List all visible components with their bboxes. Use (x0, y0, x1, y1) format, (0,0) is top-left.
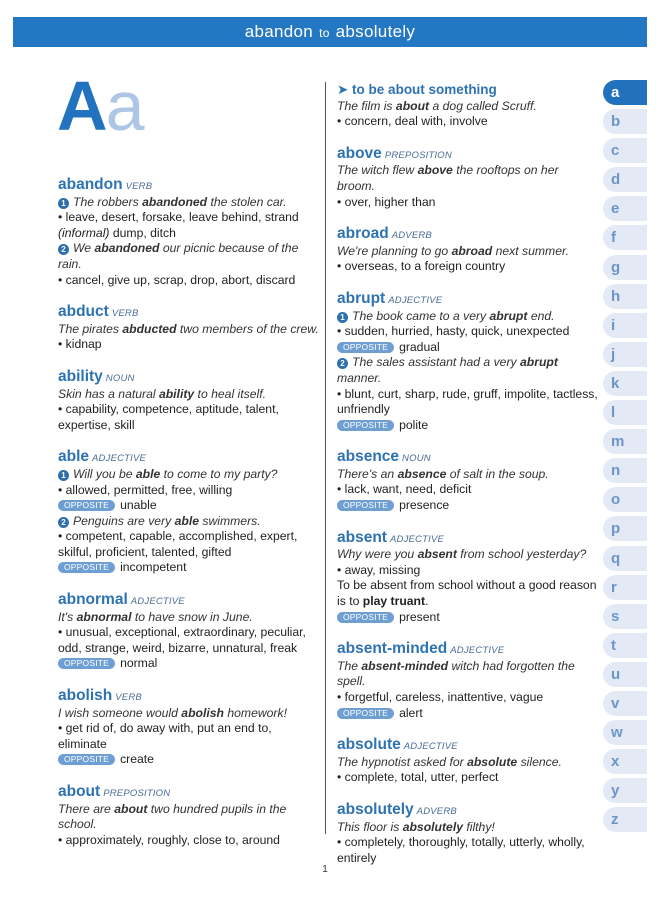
synonym-list: • sudden, hurried, hasty, quick, unexpected (337, 324, 570, 339)
opposite-line (337, 340, 599, 356)
synonym-list: • approximately, roughly, close to, around (58, 832, 280, 847)
alphabet-tab-q[interactable]: q (603, 546, 647, 571)
example-sentence: 2 We abandoned our picnic because of the rain. (58, 241, 299, 271)
dictionary-entry (58, 448, 323, 576)
opposite-line (58, 656, 323, 672)
phrase-heading: ➤ to be about something (337, 82, 497, 97)
example-keyword: abroad (451, 243, 493, 258)
example-keyword: ability (158, 386, 195, 401)
part-of-speech: NOUN (402, 453, 431, 465)
headword: abduct (58, 303, 109, 321)
sense-number-icon: 2 (58, 244, 69, 255)
part-of-speech: ADJECTIVE (450, 645, 505, 657)
dictionary-entry (58, 687, 323, 768)
alphabet-tab-t[interactable]: t (603, 633, 647, 658)
example-keyword: absent-minded (361, 658, 449, 673)
example-keyword: abandoned (94, 241, 160, 256)
headword: absolute (337, 736, 401, 754)
opposite-badge: OPPOSITE (337, 708, 394, 719)
opposite-word: present (399, 609, 440, 624)
example-sentence: 1 Will you be able to come to my party? (58, 467, 323, 483)
opposite-badge: OPPOSITE (58, 658, 115, 669)
opposite-line (58, 560, 323, 576)
synonym-list: • away, missing (337, 562, 421, 577)
alphabet-tab-x[interactable]: x (603, 749, 647, 774)
alphabet-tab-e[interactable]: e (603, 196, 647, 221)
headword: abnormal (58, 591, 128, 609)
entry-head (58, 448, 323, 467)
entry-head (58, 368, 323, 387)
example-keyword: abrupt (520, 355, 558, 370)
dictionary-entry (337, 448, 599, 513)
synonym-list: • leave, desert, forsake, leave behind, strand (58, 210, 299, 225)
synonym-list: (informal) dump, ditch (58, 225, 176, 240)
alphabet-tab-y[interactable]: y (603, 778, 647, 803)
right-column (337, 82, 599, 881)
example-keyword: absent (417, 547, 457, 562)
header-to: to (319, 26, 330, 40)
part-of-speech: VERB (125, 181, 153, 192)
synonym-list: • unusual, exceptional, extraordinary, peculiar, odd, strange, weird, bizarre, unnatural, freak (58, 625, 306, 655)
dictionary-entry (58, 368, 323, 433)
opposite-line (337, 418, 599, 434)
alphabet-tab-u[interactable]: u (603, 662, 647, 687)
sense-number-icon: 1 (58, 198, 69, 209)
opposite-word: presence (399, 498, 450, 513)
synonym-list: • over, higher than (337, 194, 436, 209)
synonym-list: • allowed, permitted, free, willing (58, 482, 233, 497)
opposite-word: alert (399, 705, 423, 720)
section-letter (57, 66, 143, 146)
example-sentence: The witch flew above the rooftops on her broom. (337, 163, 559, 193)
synonym-list: • kidnap (58, 337, 102, 352)
opposite-badge: OPPOSITE (337, 612, 394, 623)
dictionary-entry (337, 82, 599, 130)
dictionary-entry (337, 145, 599, 210)
left-column (58, 176, 323, 863)
dictionary-entry (337, 225, 599, 275)
entry-head (337, 145, 599, 164)
headword: absent (337, 528, 387, 546)
headword: abrupt (337, 289, 386, 307)
alphabet-tab-b[interactable]: b (603, 109, 647, 134)
sense-number-icon: 2 (58, 517, 69, 528)
part-of-speech: ADJECTIVE (403, 741, 458, 753)
opposite-word: unable (120, 498, 157, 513)
part-of-speech: ADVERB (391, 230, 432, 242)
opposite-badge: OPPOSITE (58, 562, 115, 573)
synonym-list: • competent, capable, accomplished, expert, skilful, proficient, talented, gifted (58, 529, 298, 559)
example-keyword: absolute (467, 754, 518, 769)
part-of-speech: ADJECTIVE (130, 596, 185, 608)
part-of-speech: ADJECTIVE (92, 453, 147, 465)
register-label: (informal) (58, 225, 110, 240)
entry-head (337, 529, 599, 548)
alphabet-tab-s[interactable]: s (603, 604, 647, 629)
opposite-word: create (120, 752, 154, 767)
synonym-list: • get rid of, do away with, put an end to, eliminate (58, 721, 272, 751)
headword: absent-minded (337, 640, 448, 658)
synonym-list: • lack, want, need, deficit (337, 482, 472, 497)
entry-head (58, 783, 323, 802)
alphabet-tab-v[interactable]: v (603, 691, 647, 716)
alphabet-tab-h[interactable]: h (603, 284, 647, 309)
entry-head (58, 303, 323, 322)
example-sentence: We're planning to go abroad next summer. (337, 243, 569, 258)
synonym-list: • overseas, to a foreign country (337, 259, 506, 274)
header-last-word: absolutely (335, 22, 416, 41)
example-sentence: 2 Penguins are very able swimmers. (58, 514, 323, 530)
dictionary-entry (58, 783, 323, 848)
part-of-speech: PREPOSITION (103, 788, 171, 799)
alphabet-tab-k[interactable]: k (603, 371, 647, 396)
example-keyword: about (114, 801, 148, 816)
headword: ability (58, 367, 103, 385)
synonym-list: • cancel, give up, scrap, drop, abort, discard (58, 272, 296, 287)
entry-head (337, 82, 599, 99)
example-sentence: The film is about a dog called Scruff. (337, 98, 537, 113)
example-keyword: abrupt (489, 308, 528, 323)
example-sentence: 2 The sales assistant had a very abrupt manner. (337, 355, 558, 385)
header-first-word: abandon (244, 22, 314, 41)
page-header-bar (13, 17, 647, 47)
headword: abandon (58, 176, 123, 193)
opposite-word: polite (399, 417, 429, 432)
alphabet-tab-r[interactable]: r (603, 575, 647, 600)
synonym-list: • capability, competence, aptitude, talent, expertise, skill (58, 402, 279, 432)
entry-head (337, 801, 599, 820)
sense-number-icon: 1 (58, 470, 69, 481)
example-sentence: The absent-minded witch had forgotten the spell. (337, 658, 575, 689)
entry-head (58, 591, 323, 610)
example-keyword: abandoned (142, 194, 208, 209)
example-keyword: able (135, 466, 161, 481)
example-keyword: above (417, 163, 453, 178)
example-sentence: It's abnormal to have snow in June. (58, 609, 253, 624)
example-keyword: absence (397, 466, 447, 481)
example-sentence: This floor is absolutely filthy! (337, 819, 495, 834)
dictionary-entry (337, 736, 599, 786)
headword: abroad (337, 225, 389, 243)
dictionary-entry (58, 303, 323, 353)
example-sentence: The pirates abducted two members of the crew. (58, 321, 319, 336)
alphabet-tab-w[interactable]: w (603, 720, 647, 745)
opposite-word: normal (120, 656, 158, 671)
example-sentence: The hypnotist asked for absolute silence. (337, 754, 562, 769)
headword: above (337, 144, 382, 162)
opposite-badge: OPPOSITE (58, 754, 115, 765)
alphabet-tab-l[interactable]: l (603, 400, 647, 425)
synonym-list: • forgetful, careless, inattentive, vague (337, 690, 544, 704)
alphabet-tab-z[interactable]: z (603, 807, 647, 832)
alphabet-tab-p[interactable]: p (603, 516, 647, 541)
part-of-speech: VERB (115, 692, 142, 704)
alphabet-tab-c[interactable]: c (603, 138, 647, 163)
opposite-badge: OPPOSITE (58, 500, 115, 511)
example-sentence: 1 The book came to a very abrupt end. (337, 309, 599, 325)
usage-note: To be absent from school without a good reason is to play truant. (337, 578, 597, 609)
section-letter-upper: A (57, 67, 106, 145)
opposite-badge: OPPOSITE (337, 420, 394, 431)
dictionary-entry (58, 591, 323, 672)
alphabet-tab-j[interactable]: j (603, 342, 647, 367)
example-sentence: I wish someone would abolish homework! (58, 705, 287, 720)
alphabet-tab-f[interactable]: f (603, 225, 647, 250)
entry-head (337, 448, 599, 467)
part-of-speech: ADJECTIVE (389, 533, 445, 545)
column-divider (325, 82, 326, 834)
part-of-speech: ADVERB (416, 805, 457, 817)
page-number: 1 (322, 864, 328, 875)
alphabet-tab-n[interactable]: n (603, 458, 647, 483)
opposite-word: incompetent (120, 560, 187, 575)
example-sentence: There's an absence of salt in the soup. (337, 466, 549, 481)
example-sentence: Skin has a natural ability to heal itself. (58, 386, 266, 401)
opposite-line (337, 498, 599, 514)
part-of-speech: ADJECTIVE (388, 294, 443, 306)
alphabet-tab-m[interactable]: m (603, 429, 647, 454)
opposite-line (58, 498, 323, 514)
entry-head (337, 290, 599, 309)
dictionary-entry (337, 529, 599, 626)
entry-head (337, 225, 599, 244)
entry-head (58, 687, 323, 706)
headword: absence (337, 448, 400, 466)
synonym-list: • complete, total, utter, perfect (337, 770, 499, 785)
alphabet-tab-o[interactable]: o (603, 487, 647, 512)
alphabet-tab-g[interactable]: g (603, 255, 647, 280)
opposite-line (337, 706, 599, 722)
alphabet-tabs (603, 80, 647, 836)
headword: about (58, 783, 101, 800)
opposite-badge: OPPOSITE (337, 500, 394, 511)
example-keyword: about (395, 98, 430, 113)
part-of-speech: NOUN (105, 372, 135, 384)
headword: abolish (58, 687, 113, 705)
example-keyword: able (174, 513, 200, 528)
synonym-list: • blunt, curt, sharp, rude, gruff, impolite, tactless, unfriendly (337, 386, 598, 417)
alphabet-tab-d[interactable]: d (603, 167, 647, 192)
synonym-list: • concern, deal with, involve (337, 114, 488, 129)
sense-number-icon: 2 (337, 358, 348, 369)
example-keyword: abducted (122, 321, 177, 336)
dictionary-entry (337, 290, 599, 433)
opposite-badge: OPPOSITE (337, 342, 394, 353)
dictionary-entry (337, 640, 599, 721)
opposite-word: gradual (399, 339, 440, 354)
alphabet-tab-a[interactable]: a (603, 80, 647, 105)
entry-head (337, 640, 599, 659)
entry-head (58, 176, 323, 195)
part-of-speech: PREPOSITION (384, 149, 452, 161)
dictionary-entry (337, 801, 599, 866)
example-sentence: Why were you absent from school yesterday? (337, 547, 587, 562)
section-letter-lower: a (105, 67, 143, 145)
example-sentence: 1 The robbers abandoned the stolen car. (58, 195, 323, 211)
part-of-speech: VERB (111, 308, 139, 320)
example-keyword: abnormal (76, 609, 132, 624)
example-keyword: abolish (181, 705, 224, 720)
opposite-line (337, 610, 599, 626)
headword: able (58, 448, 90, 466)
headword: absolutely (337, 800, 414, 818)
entry-head (337, 736, 599, 755)
synonym-list: • completely, thoroughly, totally, utterly, wholly, entirely (337, 835, 585, 865)
example-keyword: absolutely (402, 819, 463, 834)
sense-number-icon: 1 (337, 312, 348, 323)
alphabet-tab-i[interactable]: i (603, 313, 647, 338)
usage-keyword: play truant (362, 594, 426, 609)
opposite-line (58, 752, 323, 768)
dictionary-entry (58, 176, 323, 288)
example-sentence: There are about two hundred pupils in the school. (58, 801, 287, 832)
